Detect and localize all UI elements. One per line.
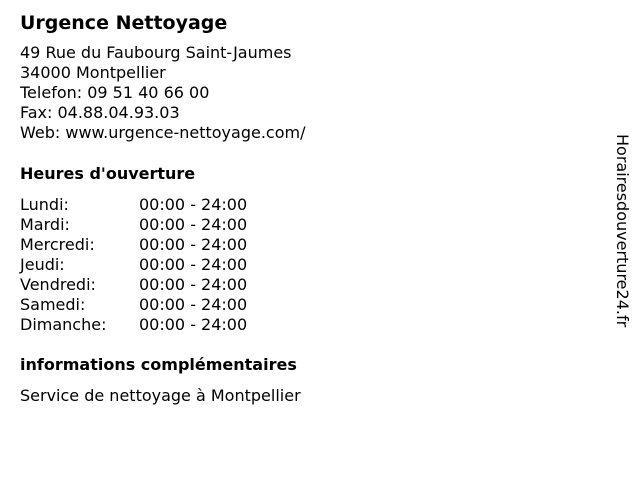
opening-hours-heading: Heures d'ouverture — [20, 164, 196, 183]
additional-info-text: Service de nettoyage à Montpellier — [20, 386, 301, 405]
hours-row-saturday — [20, 295, 580, 315]
address-street: 49 Rue du Faubourg Saint-Jaumes — [20, 43, 292, 62]
site-watermark: Horairesdouverture24.fr — [613, 134, 632, 328]
time-range: 00:00 - 24:00 — [139, 315, 248, 334]
opening-hours-list — [20, 195, 580, 335]
address-city: 34000 Montpellier — [20, 63, 166, 82]
time-range: 00:00 - 24:00 — [139, 215, 248, 234]
day-label: Dimanche: — [20, 315, 107, 334]
time-range: 00:00 - 24:00 — [139, 195, 248, 214]
hours-row-tuesday — [20, 215, 580, 235]
phone-number: Telefon: 09 51 40 66 00 — [20, 83, 210, 102]
time-range: 00:00 - 24:00 — [139, 235, 248, 254]
hours-row-thursday — [20, 255, 580, 275]
additional-info-heading: informations complémentaires — [20, 355, 297, 374]
time-range: 00:00 - 24:00 — [139, 275, 248, 294]
day-label: Vendredi: — [20, 275, 96, 294]
contact-details — [20, 43, 580, 143]
time-range: 00:00 - 24:00 — [139, 295, 248, 314]
hours-row-monday — [20, 195, 580, 215]
website-link[interactable]: Web: www.urgence-nettoyage.com/ — [20, 123, 306, 142]
day-label: Samedi: — [20, 295, 86, 314]
hours-row-friday — [20, 275, 580, 295]
business-card — [20, 11, 580, 406]
fax-number: Fax: 04.88.04.93.03 — [20, 103, 180, 122]
day-label: Jeudi: — [20, 255, 65, 274]
hours-row-wednesday — [20, 235, 580, 255]
hours-row-sunday — [20, 315, 580, 335]
day-label: Mardi: — [20, 215, 70, 234]
time-range: 00:00 - 24:00 — [139, 255, 248, 274]
day-label: Mercredi: — [20, 235, 95, 254]
business-name: Urgence Nettoyage — [20, 12, 228, 34]
day-label: Lundi: — [20, 195, 69, 214]
